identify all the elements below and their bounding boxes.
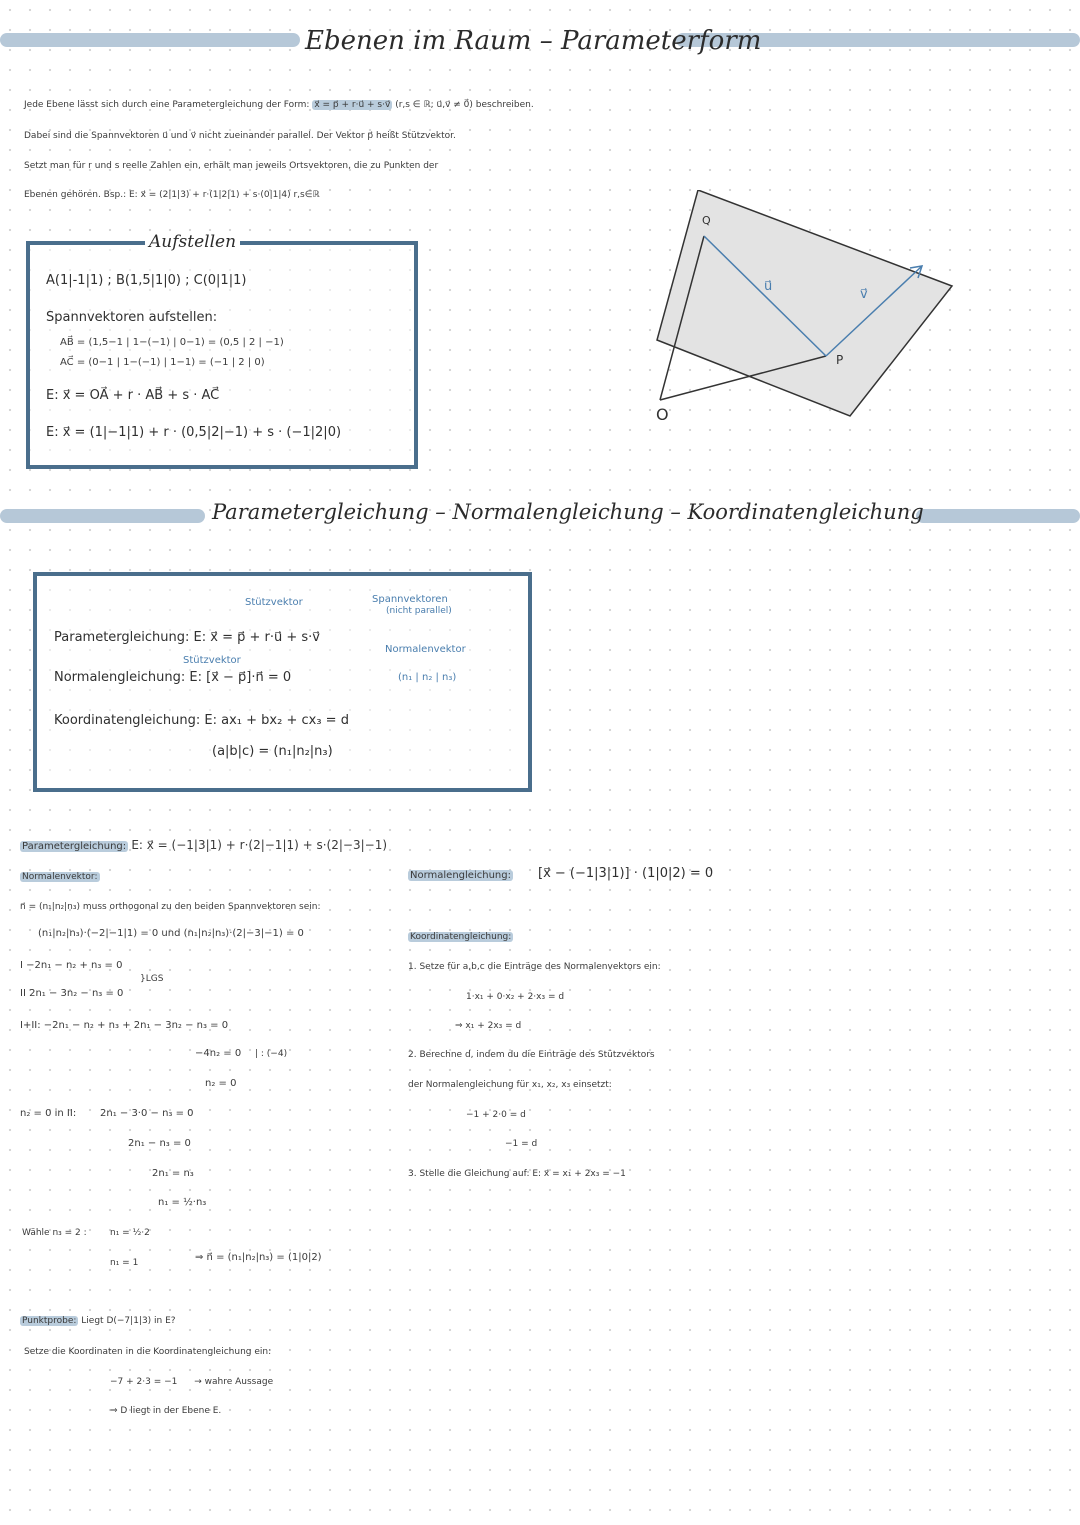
overview-param-label: Parametergleichung: xyxy=(54,630,190,645)
example-param xyxy=(20,838,387,852)
right-step-2b: der Normalengleichung für x₁, x₂, x₃ einsetzt: xyxy=(408,1080,612,1090)
overview-koord-eq: E: ax₁ + bx₂ + cx₃ = d xyxy=(204,713,349,728)
right-step-1b: ⇒ x₁ + 2x₃ = d xyxy=(455,1021,522,1031)
equation-II: II 2n₁ − 3n₂ − n₃ = 0 xyxy=(20,988,124,999)
substitute-3: 2n₁ = n₃ xyxy=(152,1168,194,1179)
normvec-label-text: Normalenvektor: xyxy=(22,872,98,882)
lgs-label: }LGS xyxy=(140,974,164,984)
label-o: O xyxy=(656,405,669,424)
label-spannvektoren-sub: (nicht parallel) xyxy=(386,606,452,616)
intro-line-1 xyxy=(24,100,534,110)
right-step-2c: −1 + 2·0 = d xyxy=(466,1110,526,1120)
intro-line-3: Setzt man für r und s reelle Zahlen ein, erhält man jeweils Ortsvektoren, die zu Punkten der xyxy=(24,161,439,171)
substitute-4: n₁ = ½·n₃ xyxy=(158,1197,207,1208)
label-stuetzvektor-top: Stützvektor xyxy=(245,597,303,608)
label-u: u⃗ xyxy=(764,279,773,294)
probe-question: Liegt D(−7|1|3) in E? xyxy=(81,1316,176,1326)
right-koord-label-text: Koordinatengleichung: xyxy=(410,932,512,942)
intro-line-4: Ebenen gehören. Bsp.: E: x⃗ = (2|1|3) + r·(1|2|1) + s·(0|1|4) r,s∈ℝ xyxy=(24,190,320,200)
overview-n-vector: (n₁ | n₂ | n₃) xyxy=(398,672,457,683)
plane-equation-general: E: x⃗ = OA⃗ + r · AB⃗ + s · AC⃗ xyxy=(46,388,220,403)
right-step-1: 1. Setze für a,b,c die Einträge des Normalenvektors ein: xyxy=(408,962,661,972)
substitute-label: n₂ = 0 in II: xyxy=(20,1108,77,1119)
overview-koord xyxy=(54,713,349,728)
overview-normal-eq: E: [x⃗ − p⃗]·n⃗ = 0 xyxy=(189,670,292,685)
choose-n3: Wähle n₃ = 2 : xyxy=(22,1228,87,1238)
probe-conclusion: ⇒ D liegt in der Ebene E. xyxy=(110,1406,222,1416)
aufstellen-heading: Aufstellen xyxy=(145,232,240,252)
right-step-3: 3. Stelle die Gleichung auf: E: x⃗ = x₁ + 2x₃ = −1 xyxy=(408,1169,626,1179)
right-step-2: 2. Berechne d, indem du die Einträge des Stützvektors xyxy=(408,1050,655,1060)
intro-formula: x⃗ = p⃗ + r·u⃗ + s·v⃗ xyxy=(314,100,391,110)
plane-equation-specific: E: x⃗ = (1|−1|1) + r · (0,5|2|−1) + s · (−1|2|0) xyxy=(46,425,342,440)
vector-ac: AC⃗ = (0−1 | 1−(−1) | 1−1) = (−1 | 2 | 0) xyxy=(60,357,265,368)
probe-true: → wahre Aussage xyxy=(194,1377,274,1387)
label-stuetzvektor-mid: Stützvektor xyxy=(183,655,241,666)
result-divide: | : (−4) xyxy=(255,1049,288,1059)
example-n-line: n⃗ = (n₁|n₂|n₃) muss orthogonal zu den beiden Spannvektoren sein: xyxy=(20,902,321,912)
title-band-2-left xyxy=(0,509,205,523)
equation-sum: I+II: −2n₁ − n₂ + n₃ + 2n₁ − 3n₂ − n₃ = 0 xyxy=(20,1020,229,1031)
intro-line-2: Dabei sind die Spannvektoren u⃗ und v⃗ nicht zueinander parallel. Der Vektor p⃗ heißt Stützvektor. xyxy=(24,131,456,141)
example-normvec-label xyxy=(20,872,100,882)
overview-param-eq: E: x⃗ = p⃗ + r·u⃗ + s·v⃗ xyxy=(193,630,320,645)
probe-calc: −7 + 2·3 = −1 xyxy=(110,1377,178,1387)
example-ortho: (n₁|n₂|n₃)·(−2|−1|1) = 0 und (n₁|n₂|n₃)·(2|−3|−1) = 0 xyxy=(38,928,304,939)
overview-abc-eq: (a|b|c) = (n₁|n₂|n₃) xyxy=(212,744,333,759)
right-step-2d: −1 = d xyxy=(505,1139,538,1149)
section-title-parameterform: Ebenen im Raum – Parameterform xyxy=(305,26,762,56)
aufstellen-subheading: Spannvektoren aufstellen: xyxy=(46,310,218,325)
probe-step-1: Setze die Koordinaten in die Koordinatengleichung ein: xyxy=(24,1347,272,1357)
result-n2-step: −4n₂ = 0 xyxy=(195,1048,242,1059)
title-band-2-right xyxy=(916,509,1080,523)
vector-ab: AB⃗ = (1,5−1 | 1−(−1) | 0−1) = (0,5 | 2 | −1) xyxy=(60,337,284,348)
overview-param xyxy=(54,630,320,645)
example-param-label: Parametergleichung: xyxy=(22,841,127,852)
probe-label: Punktprobe: xyxy=(22,1316,77,1326)
intro-line-1-text: Jede Ebene lässt sich durch eine Parametergleichung der Form: xyxy=(24,100,310,110)
right-koord-label xyxy=(408,932,513,942)
substitute-2: 2n₁ − n₃ = 0 xyxy=(128,1138,191,1149)
choose-1: n₁ = ½·2 xyxy=(110,1228,150,1238)
right-normal-label-text: Normalengleichung: xyxy=(410,870,511,881)
label-v: v⃗ xyxy=(860,287,868,302)
intro-condition: (r,s ∈ ℝ; u⃗,v⃗ ≠ 0⃗) beschreiben. xyxy=(395,100,534,110)
equation-I: I −2n₁ − n₂ + n₃ = 0 xyxy=(20,960,123,971)
overview-normal-label: Normalengleichung: xyxy=(54,670,186,685)
right-normal-eq: [x⃗ − (−1|3|1)] · (1|0|2) = 0 xyxy=(538,866,714,881)
aufstellen-points: A(1|-1|1) ; B(1,5|1|0) ; C(0|1|1) xyxy=(46,273,247,288)
probe-step-2 xyxy=(110,1377,273,1387)
choose-2: n₁ = 1 xyxy=(110,1258,139,1268)
normal-vector-result: ⇒ n⃗ = (n₁|n₂|n₃) = (1|0|2) xyxy=(195,1252,322,1263)
overview-normal xyxy=(54,670,291,685)
example-param-eq: E: x⃗ = (−1|3|1) + r·(2|−1|1) + s·(2|−3|−1) xyxy=(131,838,388,852)
label-p: P xyxy=(836,353,844,367)
probe-question-line xyxy=(20,1316,176,1326)
right-step-1a: 1·x₁ + 0·x₂ + 2·x₃ = d xyxy=(466,992,565,1002)
right-normal-label xyxy=(408,870,513,881)
label-spannvektoren: Spannvektoren xyxy=(372,594,448,605)
title-band-left xyxy=(0,33,300,47)
section-title-equations: Parametergleichung – Normalengleichung – Koordinatengleichung xyxy=(212,500,924,524)
plane-diagram xyxy=(640,190,980,430)
label-q: Q xyxy=(702,214,711,227)
lgs-text: LGS xyxy=(145,974,164,984)
label-normalenvektor: Normalenvektor xyxy=(385,644,466,655)
substitute-1: 2n₁ − 3·0 − n₃ = 0 xyxy=(100,1108,194,1119)
result-n2: n₂ = 0 xyxy=(205,1078,237,1089)
overview-koord-label: Koordinatengleichung: xyxy=(54,713,201,728)
